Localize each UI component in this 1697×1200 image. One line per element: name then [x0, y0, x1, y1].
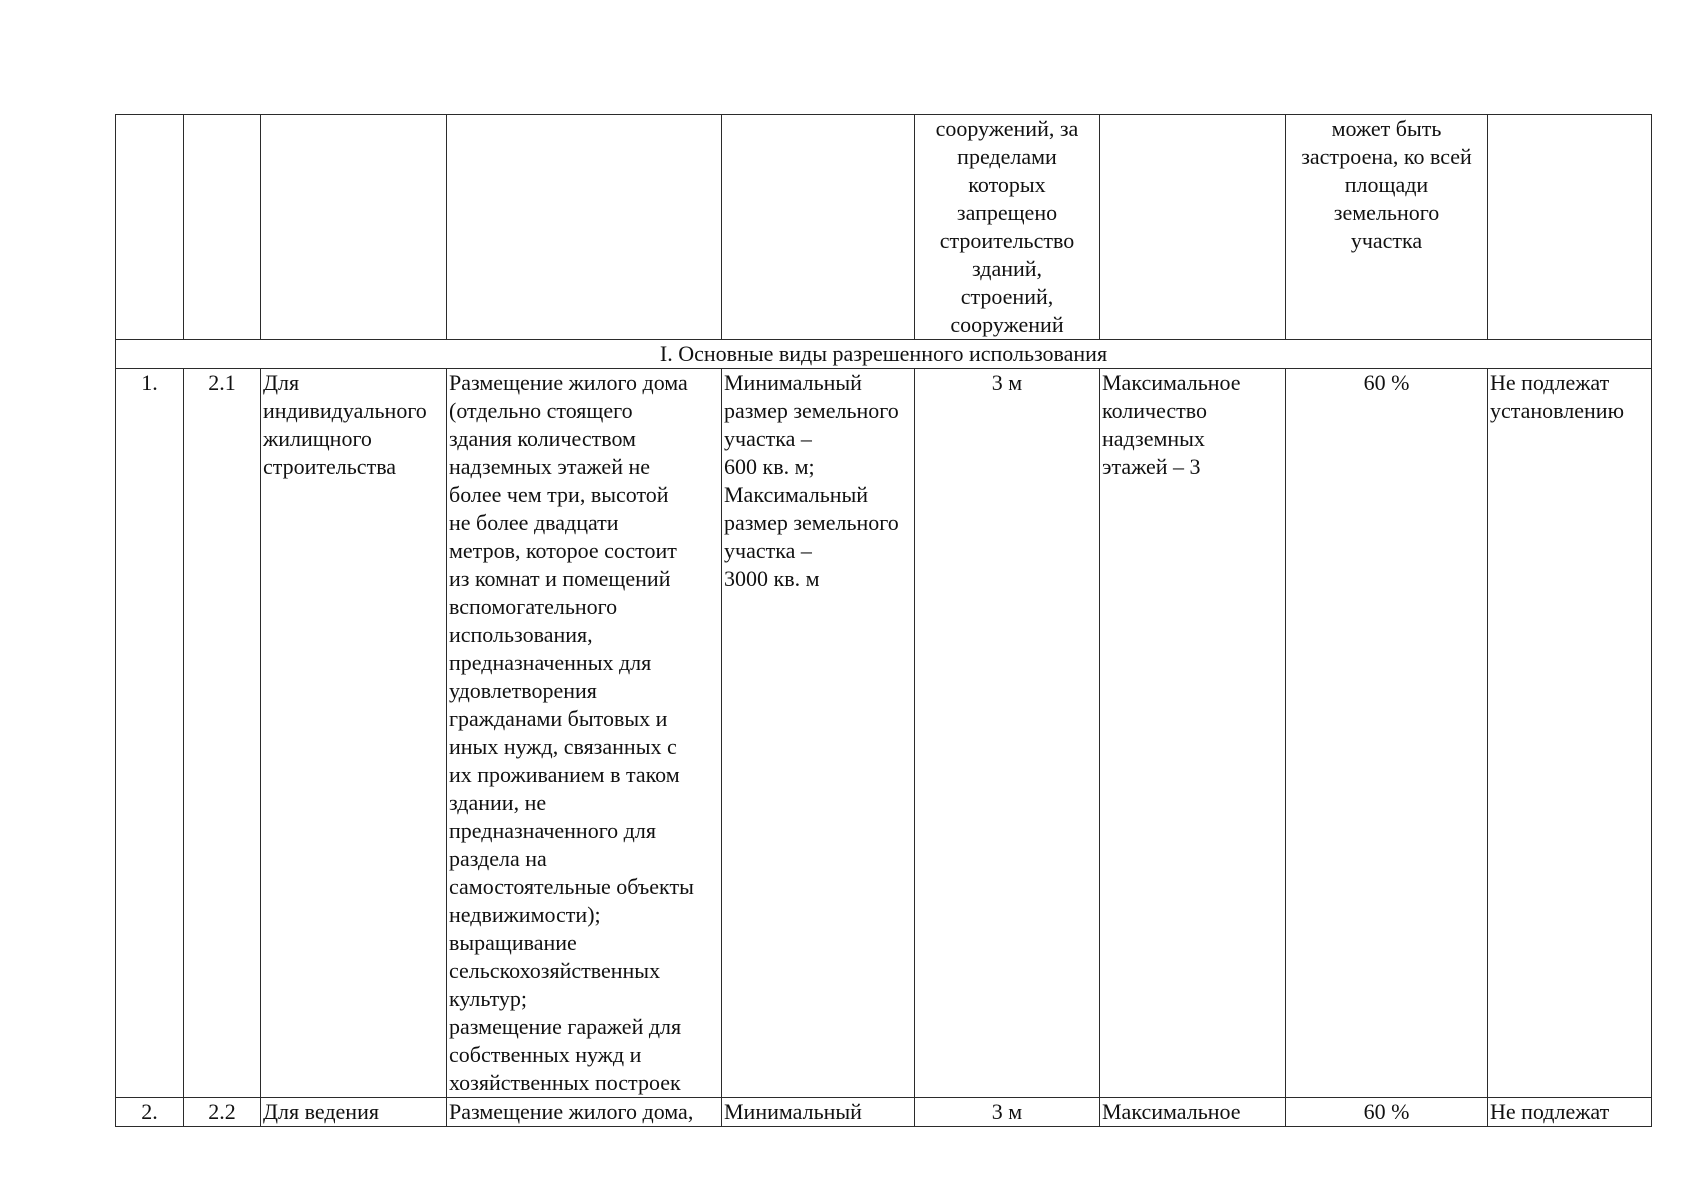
- header-cell-empty: [261, 115, 447, 340]
- header-cell-coverage: может быть застроена, ко всей площади земельного участка: [1286, 115, 1488, 340]
- row-use-description: Размещение жилого дома (отдельно стоящего здания количеством надземных этажей не более чем три, высотой не более двадцати метров, которое состоит из комнат и помещений вспомогательного использования, предназначенных для удовлетворения гражданами бытовых и иных нужд, связанных с их проживанием в таком здании, не предназначенного для раздела на самостоятельные объекты недвижимости); выращивание сельскохозяйственных культур; размещение гаражей для собственных нужд и хозяйственных построек: [447, 369, 722, 1098]
- header-cell-empty: [1100, 115, 1286, 340]
- row-other: Не подлежат: [1488, 1098, 1652, 1127]
- row-code: 2.2: [184, 1098, 261, 1127]
- header-cell-setback: сооружений, за пределами которых запрещено строительство зданий, строений, сооружений: [915, 115, 1100, 340]
- row-use-name: Для индивидуального жилищного строительства: [261, 369, 447, 1098]
- section-title: I. Основные виды разрешенного использования: [116, 340, 1652, 369]
- row-setback: 3 м: [915, 369, 1100, 1098]
- header-cell-empty: [184, 115, 261, 340]
- header-cell-empty: [447, 115, 722, 340]
- row-number: 2.: [116, 1098, 184, 1127]
- row-floors: Максимальное: [1100, 1098, 1286, 1127]
- row-use-description: Размещение жилого дома,: [447, 1098, 722, 1127]
- land-use-regulations-table: [115, 114, 1652, 1127]
- row-other: Не подлежат установлению: [1488, 369, 1652, 1098]
- row-plot-size: Минимальный размер земельного участка – 600 кв. м; Максимальный размер земельного участка – 3000 кв. м: [722, 369, 915, 1098]
- table-row: [116, 1098, 1652, 1127]
- header-cell-empty: [722, 115, 915, 340]
- section-row: [116, 340, 1652, 369]
- row-coverage: 60 %: [1286, 1098, 1488, 1127]
- header-continuation-row: [116, 115, 1652, 340]
- table-row: [116, 369, 1652, 1098]
- header-cell-empty: [1488, 115, 1652, 340]
- row-coverage: 60 %: [1286, 369, 1488, 1098]
- row-number: 1.: [116, 369, 184, 1098]
- row-code: 2.1: [184, 369, 261, 1098]
- row-plot-size: Минимальный: [722, 1098, 915, 1127]
- row-setback: 3 м: [915, 1098, 1100, 1127]
- row-use-name: Для ведения: [261, 1098, 447, 1127]
- header-cell-empty: [116, 115, 184, 340]
- row-floors: Максимальное количество надземных этажей – 3: [1100, 369, 1286, 1098]
